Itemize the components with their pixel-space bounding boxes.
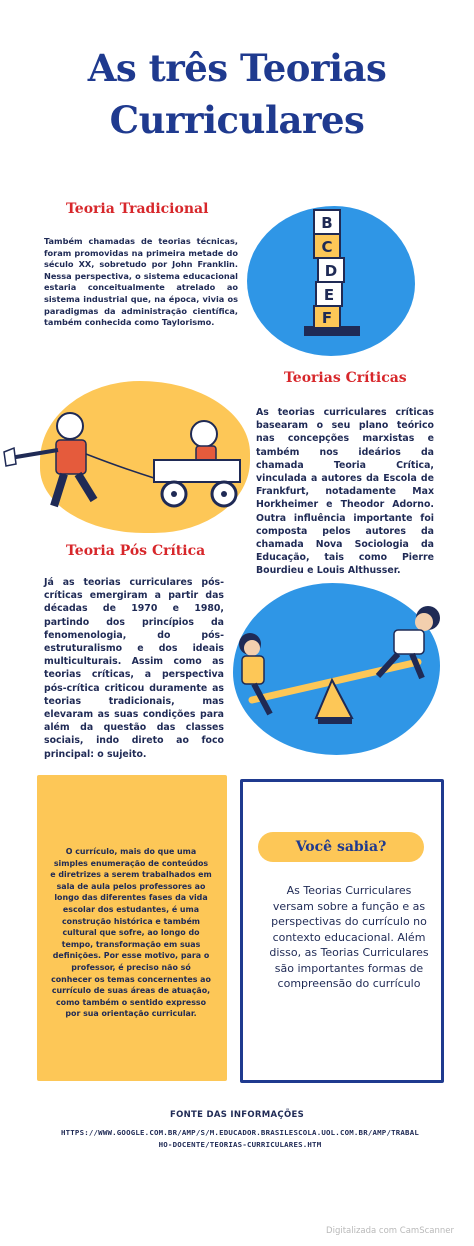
pos-critica-heading: Teoria Pós Crítica	[66, 543, 206, 559]
page-title	[0, 42, 474, 146]
kids-pulling-wagon-illustration	[2, 408, 250, 520]
title-line-2: Curriculares	[109, 98, 365, 142]
sources-link[interactable]: HTTPS://WWW.GOOGLE.COM.BR/AMP/S/M.EDUCADOR.BRASILESCOLA.UOL.COM.BR/AMP/TRABALHO-DOCENTE/TEORIAS-CURRICULARES.HTM	[60, 1128, 419, 1149]
title-line-1: As três Teorias	[87, 46, 387, 90]
criticas-heading: Teorias Críticas	[284, 370, 407, 386]
criticas-text: As teorias curriculares críticas basearam o seu plano teórico nas concepções marxistas e também nos ideários da chamada Teoria Crítica, vinculada a autores da Escola de Frankfurt, notadamente Max Horkheimer e Theodor Adorno. Outra influência importante foi composta pelos autores da chamada Nova Sociologia da Educação, tais como Pierre Bourdieu e Louis Althusser.	[256, 407, 434, 577]
block-letter: C	[321, 238, 333, 256]
scanner-watermark: Digitalizada com CamScanner	[326, 1226, 454, 1236]
block-letter: E	[323, 286, 335, 304]
voce-sabia-heading: Você sabia?	[258, 832, 424, 862]
tradicional-heading: Teoria Tradicional	[66, 201, 209, 217]
kids-on-seesaw-illustration	[232, 588, 440, 748]
pos-critica-text: Já as teorias curriculares pós-críticas emergiram a partir das décadas de 1970 e 1980, partindo dos princípios da fenomenologia, do pós-estruturalismo e dos ideais multiculturais. Assim como as teorias críticas, a perspectiva pós-crítica criticou duramente as teorias tradicionais, mas elevaram as suas condições para além da questão das classes sociais, indo direto ao foco principal: o sujeito.	[44, 577, 224, 760]
alphabet-blocks-icon	[296, 206, 366, 342]
voce-sabia-text: As Teorias Curriculares versam sobre a função e as perspectivas do currículo no contexto educacional. Além disso, as Teorias Curriculares são importantes formas de compreensão do currículo	[269, 884, 429, 990]
block-letter: B	[321, 214, 333, 232]
tradicional-text: Também chamadas de teorias técnicas, foram promovidas na primeira metade do século XX, sobretudo por John Franklin. Nessa perspectiva, o sistema educacional estaria conceitualmente atrelado ao sistema industrial que, na época, vivia os paradigmas da administração científica, também conhecida como Taylorismo.	[44, 236, 238, 328]
block-letter: D	[324, 262, 338, 280]
curriculo-card-text: O currículo, mais do que uma simples enumeração de conteúdos e diretrizes a serem trabalhados em sala de aula pelos professores ao longo das diferentes fases da vida escolar dos estudantes, é uma construção histórica e também cultural que sofre, ao longo do tempo, transformação em suas definições. Por esse motivo, para o professor, é preciso não só conhecer os temas concernentes ao currículo de suas áreas de atuação, como também o sentido expresso por sua orientação curricular.	[50, 847, 212, 1019]
sources-title: FONTE DAS INFORMAÇÕES	[169, 1110, 304, 1120]
block-letter: F	[321, 309, 333, 327]
